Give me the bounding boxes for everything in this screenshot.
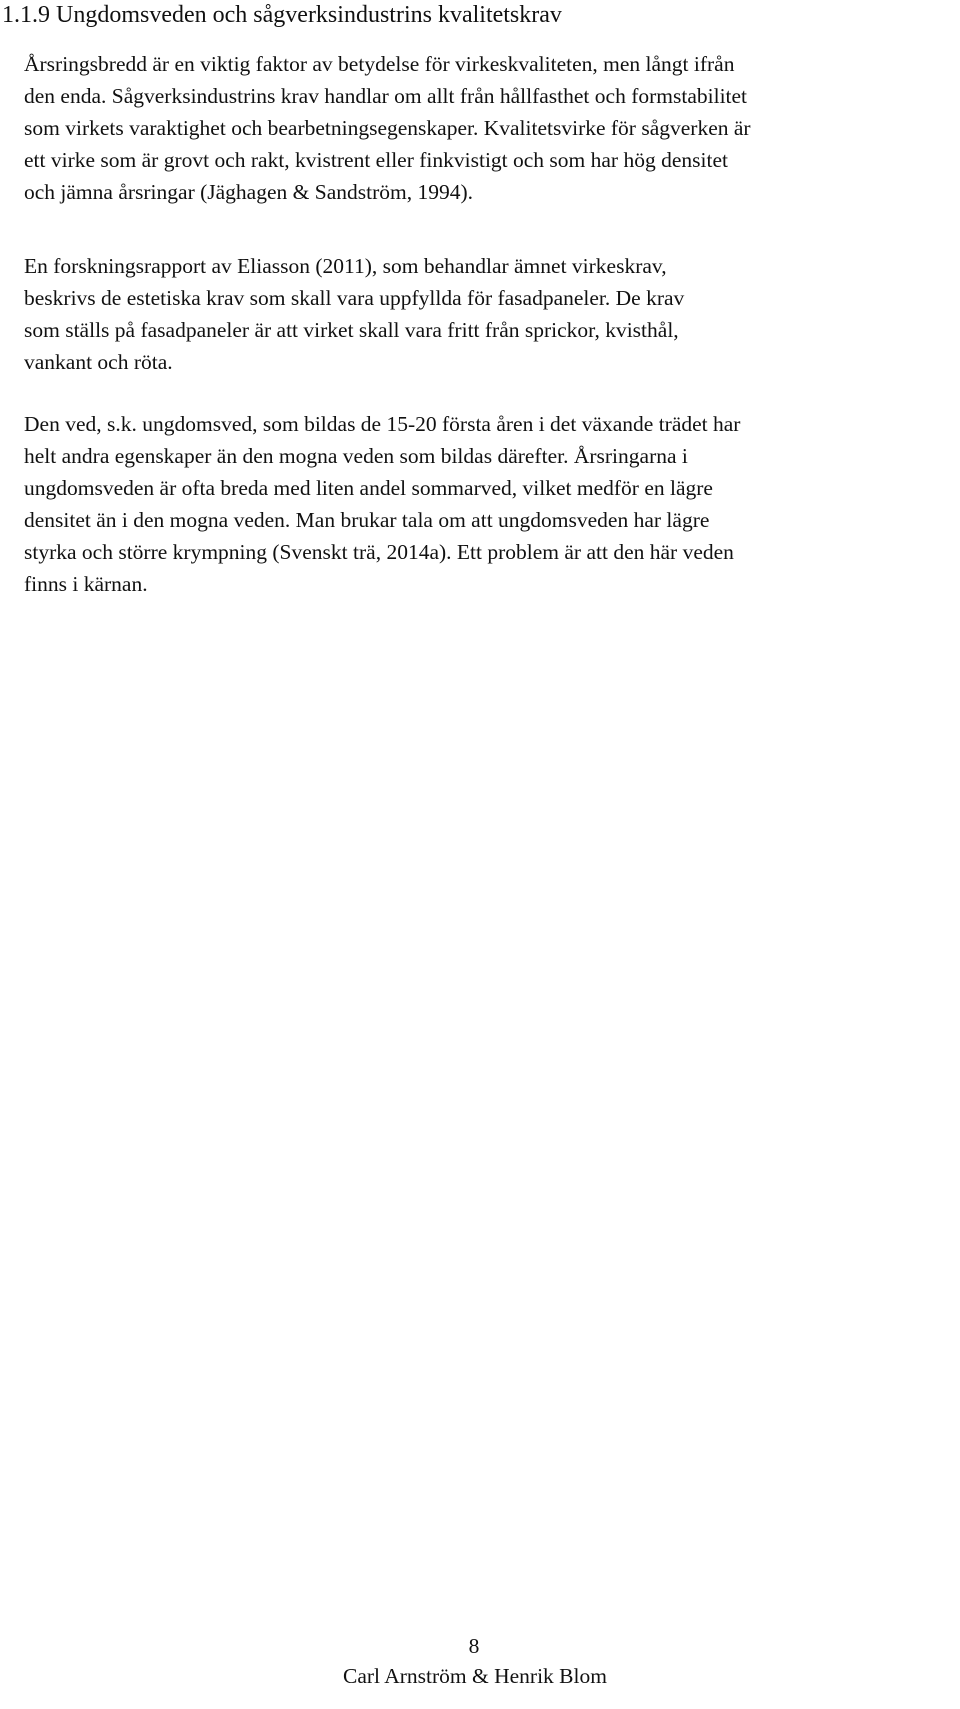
paragraph-3: [24, 408, 944, 600]
paragraph-line: som virkets varaktighet och bearbetningsegenskaper. Kvalitetsvirke för sågverken är: [24, 116, 751, 140]
section-heading: 1.1.9 Ungdomsveden och sågverksindustrins kvalitetskrav: [2, 2, 562, 28]
paragraph-line: ett virke som är grovt och rakt, kvistrent eller finkvistigt och som har hög densitet: [24, 148, 728, 172]
paragraph-line: Den ved, s.k. ungdomsved, som bildas de 15-20 första åren i det växande trädet har: [24, 412, 741, 436]
paragraph-line: styrka och större krympning (Svenskt trä, 2014a). Ett problem är att den här veden: [24, 540, 734, 564]
page-number: 8: [468, 1634, 480, 1658]
paragraph-line: vankant och röta.: [24, 350, 173, 374]
paragraph-line: ungdomsveden är ofta breda med liten andel sommarved, vilket medför en lägre: [24, 476, 713, 500]
paragraph-1: [24, 48, 944, 208]
paragraph-line: En forskningsrapport av Eliasson (2011), som behandlar ämnet virkeskrav,: [24, 254, 667, 278]
paragraph-line: som ställs på fasadpaneler är att virket skall vara fritt från sprickor, kvisthål,: [24, 318, 679, 342]
paragraph-line: helt andra egenskaper än den mogna veden som bildas därefter. Årsringarna i: [24, 444, 688, 468]
paragraph-line: beskrivs de estetiska krav som skall vara uppfyllda för fasadpaneler. De krav: [24, 286, 685, 310]
paragraph-line: finns i kärnan.: [24, 572, 148, 596]
footer-authors: Carl Arnström & Henrik Blom: [343, 1664, 607, 1688]
paragraph-line: Årsringsbredd är en viktig faktor av betydelse för virkeskvaliteten, men långt ifrån: [24, 52, 735, 76]
paragraph-line: densitet än i den mogna veden. Man brukar tala om att ungdomsveden har lägre: [24, 508, 710, 532]
paragraph-line: och jämna årsringar (Jäghagen & Sandström, 1994).: [24, 180, 473, 204]
paragraph-line: den enda. Sågverksindustrins krav handlar om allt från hållfasthet och formstabilitet: [24, 84, 748, 108]
paragraph-2: [24, 250, 944, 378]
